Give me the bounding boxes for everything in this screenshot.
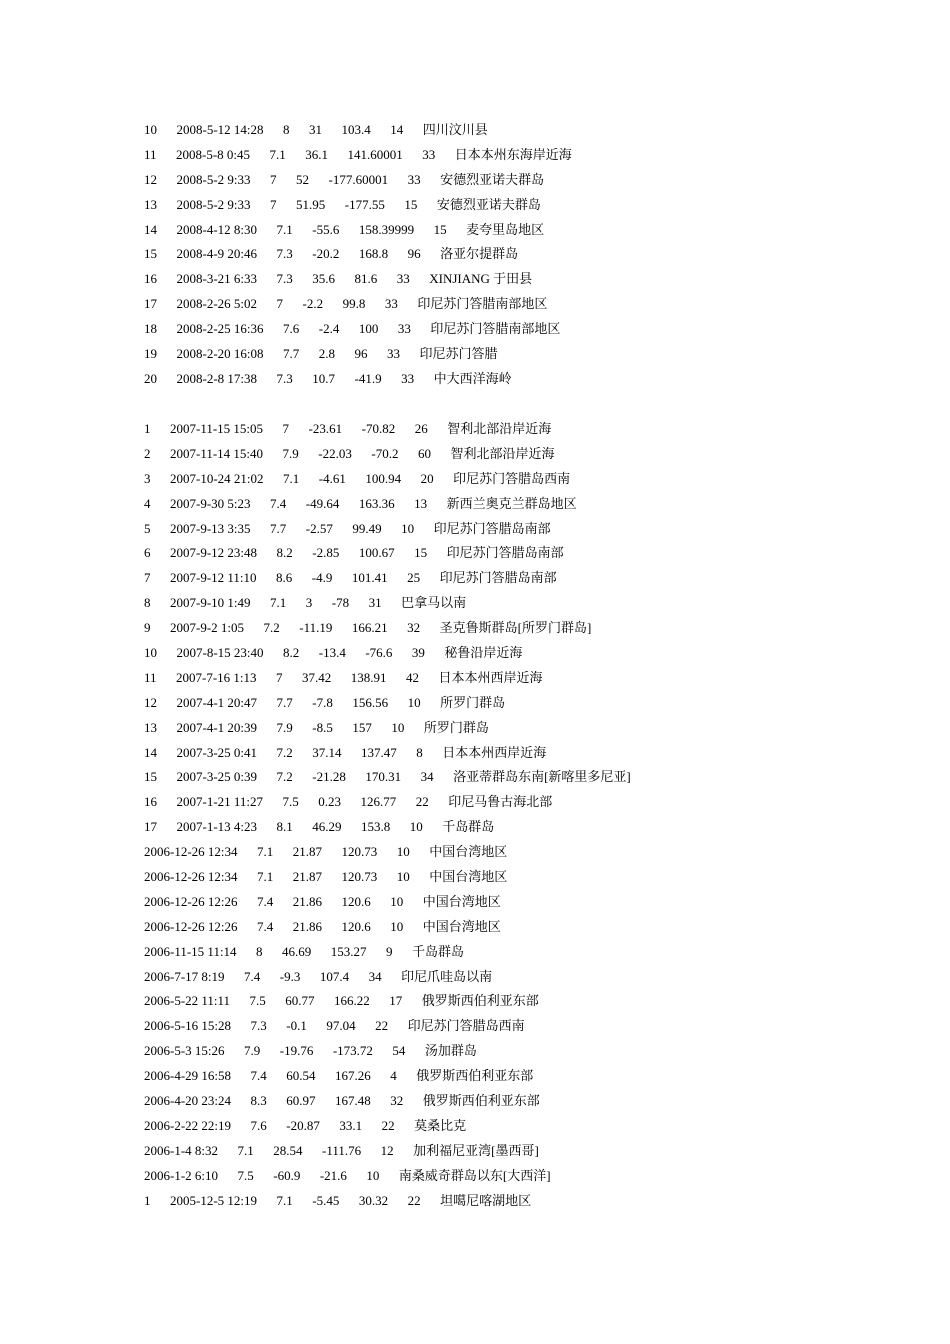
table-row: 20 2008-2-8 17:38 7.3 10.7 -41.9 33 中大西洋海岭: [144, 370, 512, 386]
table-row: 7 2007-9-12 11:10 8.6 -4.9 101.41 25 印尼苏门答腊岛南部: [144, 570, 557, 586]
table-row: 1 2005-12-5 12:19 7.1 -5.45 30.32 22 坦噶尼喀湖地区: [144, 1192, 532, 1208]
table-row: 5 2007-9-13 3:35 7.7 -2.57 99.49 10 印尼苏门答腊岛南部: [144, 520, 551, 536]
table-row: 2006-12-26 12:26 7.4 21.86 120.6 10 中国台湾地区: [144, 893, 501, 909]
table-row: 10 2008-5-12 14:28 8 31 103.4 14 四川汶川县: [144, 122, 488, 137]
table-row: 11 2008-5-8 0:45 7.1 36.1 141.60001 33 日本本州东海岸近海: [144, 146, 572, 162]
table-row: 2006-7-17 8:19 7.4 -9.3 107.4 34 印尼爪哇岛以南: [144, 968, 493, 984]
table-row: 3 2007-10-24 21:02 7.1 -4.61 100.94 20 印尼苏门答腊岛西南: [144, 470, 571, 486]
table-row: 2006-12-26 12:34 7.1 21.87 120.73 10 中国台湾地区: [144, 844, 508, 860]
table-row: 2006-12-26 12:26 7.4 21.86 120.6 10 中国台湾地区: [144, 918, 501, 934]
table-row: 2006-5-16 15:28 7.3 -0.1 97.04 22 印尼苏门答腊岛西南: [144, 1018, 525, 1034]
table-row: 13 2008-5-2 9:33 7 51.95 -177.55 15 安德烈亚诺夫群岛: [144, 196, 541, 212]
table-row: 12 2008-5-2 9:33 7 52 -177.60001 33 安德烈亚诺夫群岛: [144, 171, 545, 187]
table-row: 2006-12-26 12:34 7.1 21.87 120.73 10 中国台湾地区: [144, 869, 508, 885]
table-row: 16 2007-1-21 11:27 7.5 0.23 126.77 22 印尼马鲁古海北部: [144, 794, 553, 810]
table-row: 13 2007-4-1 20:39 7.9 -8.5 157 10 所罗门群岛: [144, 719, 489, 735]
table-row: 11 2007-7-16 1:13 7 37.42 138.91 42 日本本州西岸近海: [144, 669, 543, 685]
table-row: 16 2008-3-21 6:33 7.3 35.6 81.6 33 XINJIANG 于田县: [144, 271, 533, 287]
table-row: 10 2007-8-15 23:40 8.2 -13.4 -76.6 39 秘鲁沿岸近海: [144, 645, 523, 661]
table-row: 8 2007-9-10 1:49 7.1 3 -78 31 巴拿马以南: [144, 595, 467, 611]
table-row: 2006-5-3 15:26 7.9 -19.76 -173.72 54 汤加群岛: [144, 1043, 477, 1059]
table-row: 17 2007-1-13 4:23 8.1 46.29 153.8 10 千岛群岛: [144, 819, 495, 835]
table-row: 19 2008-2-20 16:08 7.7 2.8 96 33 印尼苏门答腊: [144, 346, 498, 362]
table-row: 14 2008-4-12 8:30 7.1 -55.6 158.39999 15 麦夸里岛地区: [144, 221, 545, 237]
table-row: 1 2007-11-15 15:05 7 -23.61 -70.82 26 智利北部沿岸近海: [144, 421, 552, 436]
earthquake-list-2008: [144, 118, 572, 392]
earthquake-list-2005-2007: [144, 417, 631, 1214]
table-row: 2006-4-20 23:24 8.3 60.97 167.48 32 俄罗斯西伯利亚东部: [144, 1093, 540, 1109]
table-row: 15 2007-3-25 0:39 7.2 -21.28 170.31 34 洛亚蒂群岛东南[新喀里多尼亚]: [144, 769, 631, 785]
table-row: 12 2007-4-1 20:47 7.7 -7.8 156.56 10 所罗门群岛: [144, 694, 506, 710]
table-row: 2006-11-15 11:14 8 46.69 153.27 9 千岛群岛: [144, 943, 465, 959]
table-row: 17 2008-2-26 5:02 7 -2.2 99.8 33 印尼苏门答腊南部地区: [144, 296, 548, 312]
table-row: 2006-5-22 11:11 7.5 60.77 166.22 17 俄罗斯西伯利亚东部: [144, 993, 539, 1009]
table-row: 18 2008-2-25 16:36 7.6 -2.4 100 33 印尼苏门答腊南部地区: [144, 321, 561, 337]
table-row: 2006-1-4 8:32 7.1 28.54 -111.76 12 加利福尼亚湾[墨西哥]: [144, 1142, 539, 1158]
table-row: 2006-2-22 22:19 7.6 -20.87 33.1 22 莫桑比克: [144, 1117, 467, 1133]
table-row: 2 2007-11-14 15:40 7.9 -22.03 -70.2 60 智利北部沿岸近海: [144, 445, 555, 461]
table-row: 6 2007-9-12 23:48 8.2 -2.85 100.67 15 印尼苏门答腊岛南部: [144, 545, 564, 561]
table-row: 4 2007-9-30 5:23 7.4 -49.64 163.36 13 新西兰奥克兰群岛地区: [144, 495, 577, 511]
table-row: 14 2007-3-25 0:41 7.2 37.14 137.47 8 日本本州西岸近海: [144, 744, 547, 760]
table-row: 9 2007-9-2 1:05 7.2 -11.19 166.21 32 圣克鲁斯群岛[所罗门群岛]: [144, 620, 592, 636]
table-row: 2006-4-29 16:58 7.4 60.54 167.26 4 俄罗斯西伯利亚东部: [144, 1068, 534, 1084]
table-row: 15 2008-4-9 20:46 7.3 -20.2 168.8 96 洛亚尔提群岛: [144, 246, 519, 262]
table-row: 2006-1-2 6:10 7.5 -60.9 -21.6 10 南桑威奇群岛以东[大西洋]: [144, 1167, 551, 1183]
